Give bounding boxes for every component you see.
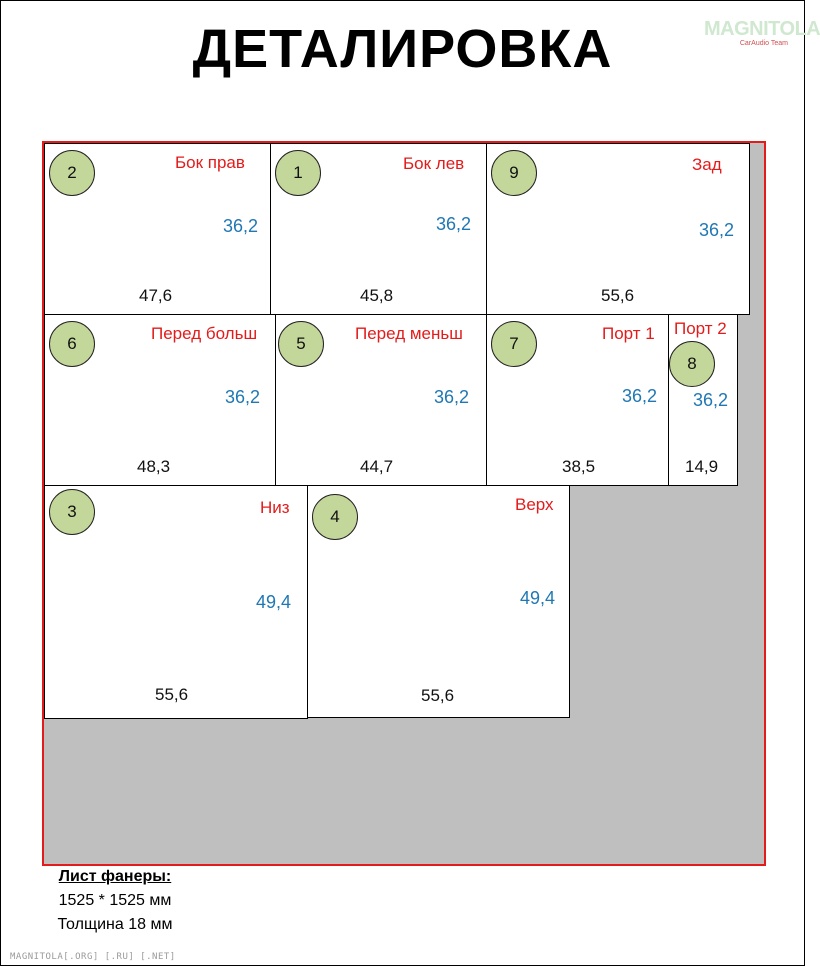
- part-number-badge: 6: [49, 321, 95, 367]
- part-zad: [486, 143, 750, 315]
- part-name: Верх: [515, 495, 554, 514]
- part-number-badge: 1: [275, 150, 321, 196]
- part-port-1: [486, 314, 669, 486]
- part-width: 49,4: [520, 588, 556, 608]
- part-width: 49,4: [256, 592, 292, 612]
- sheet-size: 1525 * 1525 мм: [58, 892, 172, 909]
- part-length: 44,7: [360, 457, 394, 476]
- magnitola-logo: [704, 18, 820, 50]
- part-bok-prav: [44, 143, 271, 315]
- part-number-badge: 7: [491, 321, 537, 367]
- page-title: ДЕТАЛИРОВКА: [192, 19, 613, 79]
- part-name: Бок прав: [175, 153, 245, 172]
- part-name: Перед больш: [151, 324, 258, 343]
- plywood-sheet: [42, 141, 766, 866]
- part-name: Низ: [260, 498, 290, 517]
- logo-word: MAGNITOLA: [704, 18, 820, 40]
- part-number-badge: 3: [49, 489, 95, 535]
- part-length: 47,6: [139, 286, 173, 305]
- part-name: Порт 2: [674, 319, 727, 338]
- part-number-badge: 5: [278, 321, 324, 367]
- part-width: 36,2: [434, 387, 470, 407]
- part-bok-lev: [270, 143, 487, 315]
- part-width: 36,2: [223, 216, 259, 236]
- part-length: 55,6: [155, 685, 189, 704]
- part-name: Бок лев: [403, 154, 465, 173]
- part-width: 36,2: [225, 387, 261, 407]
- part-number-badge: 2: [49, 150, 95, 196]
- part-name: Перед меньш: [355, 324, 463, 343]
- part-niz: [44, 485, 308, 719]
- part-pered-bolsh: [44, 314, 276, 486]
- part-name: Зад: [692, 155, 722, 174]
- part-number-badge: 9: [491, 150, 537, 196]
- part-length: 48,3: [137, 457, 171, 476]
- part-number-badge: 8: [669, 341, 715, 387]
- part-length: 55,6: [421, 686, 455, 705]
- part-width: 36,2: [436, 214, 472, 234]
- part-length: 55,6: [601, 286, 635, 305]
- part-length: 45,8: [360, 286, 394, 305]
- sheet-thickness: Толщина 18 мм: [57, 916, 173, 933]
- logo-subtitle: CarAudio Team: [739, 40, 788, 47]
- part-width: 36,2: [622, 386, 658, 406]
- part-name: Порт 1: [602, 324, 655, 343]
- part-width: 36,2: [699, 220, 735, 240]
- part-number-badge: 4: [312, 494, 358, 540]
- part-length: 14,9: [685, 457, 719, 476]
- sheet-info-title: Лист фанеры:: [58, 868, 172, 885]
- part-verh: [307, 485, 570, 718]
- part-port-2: [668, 314, 738, 486]
- watermark-text: MAGNITOLA[.ORG] [.RU] [.NET]: [10, 952, 176, 962]
- part-length: 38,5: [562, 457, 596, 476]
- part-width: 36,2: [693, 390, 729, 410]
- part-pered-mensh: [275, 314, 487, 486]
